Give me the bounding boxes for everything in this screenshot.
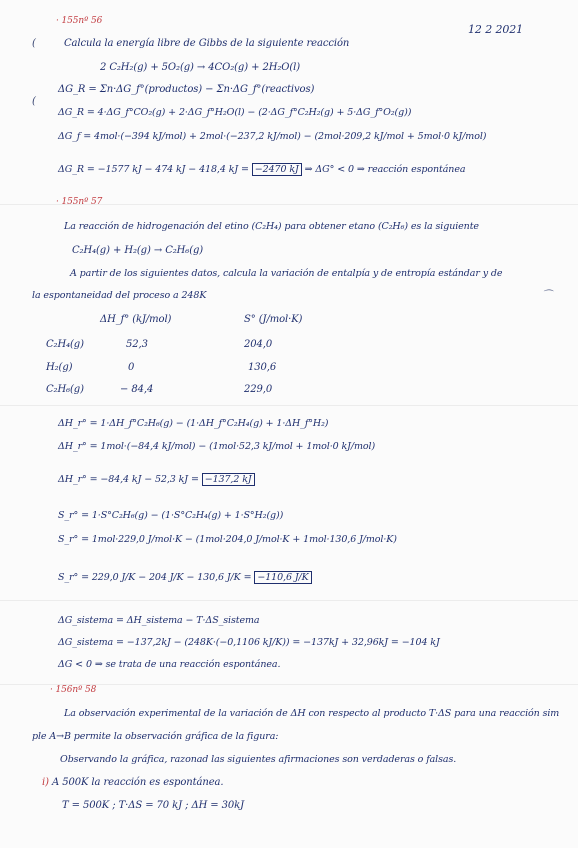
exercise-3-values: T = 500K ; T·ΔS = 70 kJ ; ΔH = 30kJ [62, 800, 245, 811]
exercise-2-question-line-1: A partir de los siguientes datos, calcula la variación de entalpía y de entropía estándar y de [70, 268, 503, 279]
margin-caret: ⌒ [542, 290, 552, 301]
entropy-line-2: S_r° = 1mol·229,0 J/mol·K − (1mol·204,0 J/mol·K + 1mol·130,6 J/mol·K) [58, 534, 397, 545]
table-row-entropy: 229,0 [244, 384, 273, 395]
gibbs-line-2: ΔG_sistema = −137,2kJ − (248K·(−0,1106 kJ/K)) = −137kJ + 32,96kJ = −104 kJ [58, 637, 440, 648]
exercise-3-item-mark: i) [42, 777, 49, 788]
date: 12 2 2021 [468, 23, 524, 36]
enthalpy-result-boxed: −137,2 kJ [202, 473, 255, 486]
exercise-3-line-3: Observando la gráfica, razonad las siguientes afirmaciones son verdaderas o falsas. [60, 754, 457, 765]
table-row-species: C₂H₆(g) [46, 384, 84, 395]
exercise-2-intro: La reacción de hidrogenación del etino (C₂H₄) para obtener etano (C₂H₆) es la siguiente [64, 221, 479, 232]
entropy-line-3 [58, 572, 312, 584]
exercise-1-number: · 155nº 56 [56, 16, 103, 26]
exercise-2-number: · 155nº 57 [56, 197, 103, 207]
enthalpy-line-3 [58, 474, 255, 486]
exercise-3-number: · 156nº 58 [50, 685, 97, 695]
entropy-result-prefix: S_r° = 229,0 J/K − 204 J/K − 130,6 J/K = [58, 572, 252, 583]
paper-rule [0, 600, 578, 601]
enthalpy-line-1: ΔH_r° = 1·ΔH_f°C₂H₆(g) − (1·ΔH_f°C₂H₄(g) + 1·ΔH_f°H₂) [58, 418, 329, 429]
gibbs-line-1: ΔG_sistema = ΔH_sistema − T·ΔS_sistema [58, 615, 260, 626]
exercise-1-result-boxed: −2470 kJ [252, 163, 302, 176]
table-row-enthalpy: − 84,4 [120, 384, 154, 395]
exercise-1-line-1: ΔG_R = 4·ΔG_f°CO₂(g) + 2·ΔG_f°H₂O(l) − (2·ΔG_f°C₂H₂(g) + 5·ΔG_f°O₂(g)) [58, 107, 412, 118]
table-row-species: H₂(g) [46, 362, 73, 373]
exercise-1-statement: Calcula la energía libre de Gibbs de la siguiente reacción [64, 38, 350, 49]
exercise-1-conclusion: ⇒ ΔG° < 0 ⇒ reacción espontánea [304, 164, 466, 175]
exercise-1-result [58, 164, 465, 176]
exercise-2-reaction: C₂H₄(g) + H₂(g) → C₂H₆(g) [72, 245, 204, 256]
margin-bracket: ( [32, 38, 36, 49]
exercise-2-question-line-2: la espontaneidad del proceso a 248K [32, 290, 207, 301]
table-header-enthalpy: ΔH_f° (kJ/mol) [100, 314, 172, 325]
table-row-entropy: 130,6 [248, 362, 277, 373]
entropy-result-boxed: −110,6 J/K [254, 571, 311, 584]
enthalpy-line-2: ΔH_r° = 1mol·(−84,4 kJ/mol) − (1mol·52,3 kJ/mol + 1mol·0 kJ/mol) [58, 441, 376, 452]
table-row-species: C₂H₄(g) [46, 339, 84, 350]
exercise-3-item-text: A 500K la reacción es espontánea. [52, 777, 224, 788]
exercise-1-result-prefix: ΔG_R = −1577 kJ − 474 kJ − 418,4 kJ = [58, 164, 249, 175]
gibbs-line-3: ΔG < 0 ⇒ se trata de una reacción espontánea. [58, 659, 281, 670]
exercise-1-formula: ΔG_R = Σn·ΔG_f°(productos) − Σn·ΔG_f°(reactivos) [58, 84, 315, 95]
paper-rule [0, 405, 578, 406]
table-row-entropy: 204,0 [244, 339, 273, 350]
exercise-3-item [42, 777, 224, 789]
table-row-enthalpy: 0 [128, 362, 135, 373]
entropy-line-1: S_r° = 1·S°C₂H₆(g) − (1·S°C₂H₄(g) + 1·S°H₂(g)) [58, 510, 284, 521]
exercise-3-line-2: ple A→B permite la observación gráfica de la figura: [32, 731, 279, 742]
enthalpy-result-prefix: ΔH_r° = −84,4 kJ − 52,3 kJ = [58, 474, 199, 485]
exercise-1-reaction: 2 C₂H₂(g) + 5O₂(g) → 4CO₂(g) + 2H₂O(l) [100, 62, 301, 73]
exercise-3-line-1: La observación experimental de la variación de ΔH con respecto al producto T·ΔS para una reacción sim [64, 708, 560, 719]
table-row-enthalpy: 52,3 [126, 339, 148, 350]
margin-bracket: ( [32, 96, 36, 107]
table-header-entropy: S° (J/mol·K) [244, 314, 303, 325]
exercise-1-line-2: ΔG_f = 4mol·(−394 kJ/mol) + 2mol·(−237,2 kJ/mol) − (2mol·209,2 kJ/mol + 5mol·0 kJ/mol) [58, 131, 487, 142]
